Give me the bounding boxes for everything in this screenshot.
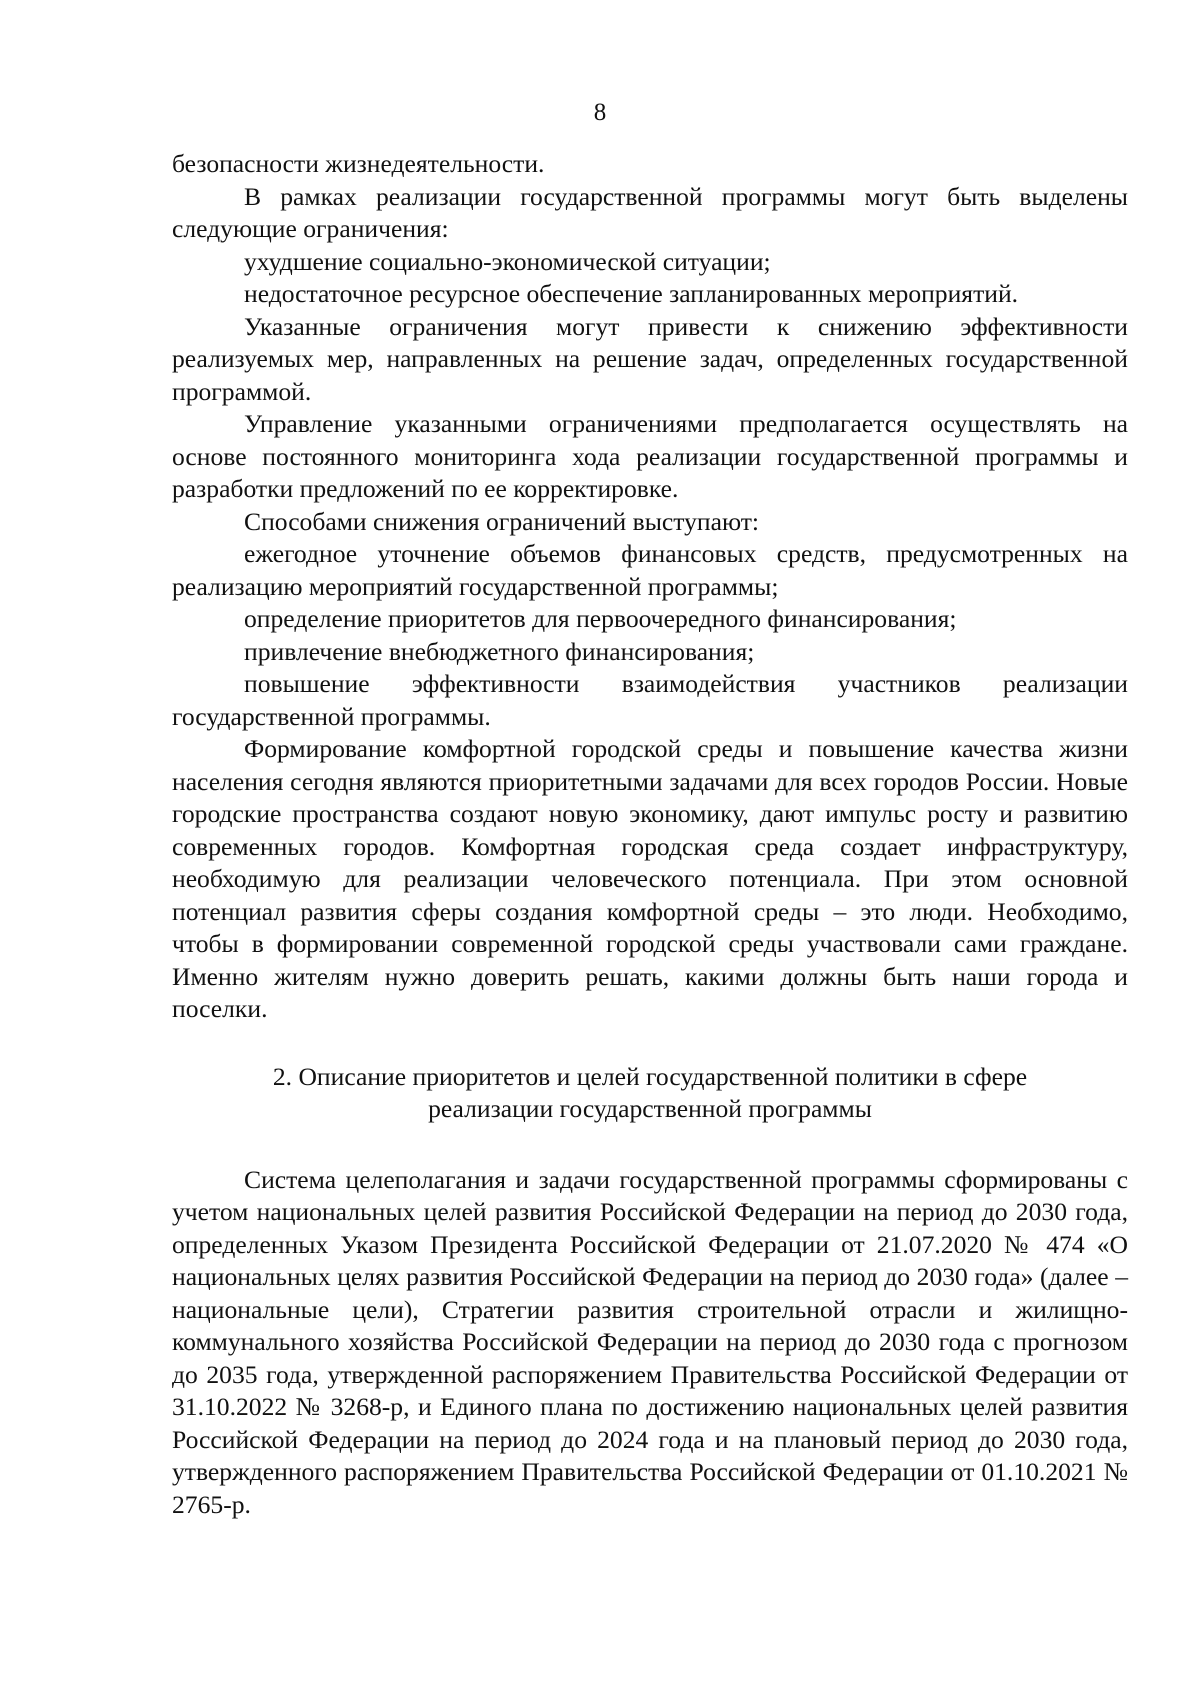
page-number: 8	[593, 99, 607, 126]
paragraph: Формирование комфортной городской среды и повышение качества жизни населения сегодня являются приоритетными задачами для всех городов России. Новые городские пространства создают новую экономику, дают импульс росту и развитию современных городов. Комфортная городская среда создает инфраструктуру, необходимую для реализации человеческого потенциала. При этом основной потенциал развития сферы создания комфортной среды – это люди. Необходимо, чтобы в формировании современной городской среды участвовали сами граждане. Именно жителям нужно доверить решать, какими должны быть наши города и поселки.	[172, 734, 1128, 1023]
list-item: определение приоритетов для первоочередного финансирования;	[244, 604, 957, 633]
list-item: недостаточное ресурсное обеспечение запланированных мероприятий.	[244, 279, 1019, 308]
list-item: привлечение внебюджетного финансирования;	[244, 636, 755, 666]
list-item: повышение эффективности взаимодействия участников реализации государственной программы.	[172, 669, 1128, 731]
paragraph: Указанные ограничения могут привести к снижению эффективности реализуемых мер, направленных на решение задач, определенных государственной программой.	[172, 311, 1128, 406]
paragraph: безопасности жизнедеятельности.	[172, 149, 545, 178]
section-heading-line: 2. Описание приоритетов и целей государственной политики в сфере	[272, 1061, 1028, 1091]
list-item: ухудшение социально-экономической ситуации;	[244, 246, 771, 276]
document-body	[172, 148, 1128, 1521]
paragraph: Способами снижения ограничений выступают:	[244, 506, 760, 536]
paragraph: В рамках реализации государственной программы могут быть выделены следующие ограничения:	[172, 181, 1128, 243]
section-heading-line: реализации государственной программы	[428, 1094, 872, 1123]
paragraph: Система целеполагания и задачи государственной программы сформированы с учетом национальных целей развития Российской Федерации на период до 2030 года, определенных Указом Президента Российской Федерации от 21.07.2020 № 474 «О национальных целях развития Российской Федерации на период до 2030 года» (далее – национальные цели), Стратегии развития строительной отрасли и жилищно-коммунального хозяйства Российской Федерации на период до 2030 года с прогнозом до 2035 года, утвержденной распоряжением Правительства Российской Федерации от 31.10.2022 № 3268-р, и Единого плана по достижению национальных целей развития Российской Федерации на период до 2024 года и на плановый период до 2030 года, утвержденного распоряжением Правительства Российской Федерации от 01.10.2021 № 2765-р.	[172, 1164, 1128, 1519]
paragraph: Управление указанными ограничениями предполагается осуществлять на основе постоянного мониторинга хода реализации государственной программы и разработки предложений по ее корректировке.	[172, 409, 1128, 503]
section-heading	[172, 1061, 1128, 1126]
list-item: ежегодное уточнение объемов финансовых средств, предусмотренных на реализацию мероприятий государственной программы;	[172, 539, 1128, 601]
